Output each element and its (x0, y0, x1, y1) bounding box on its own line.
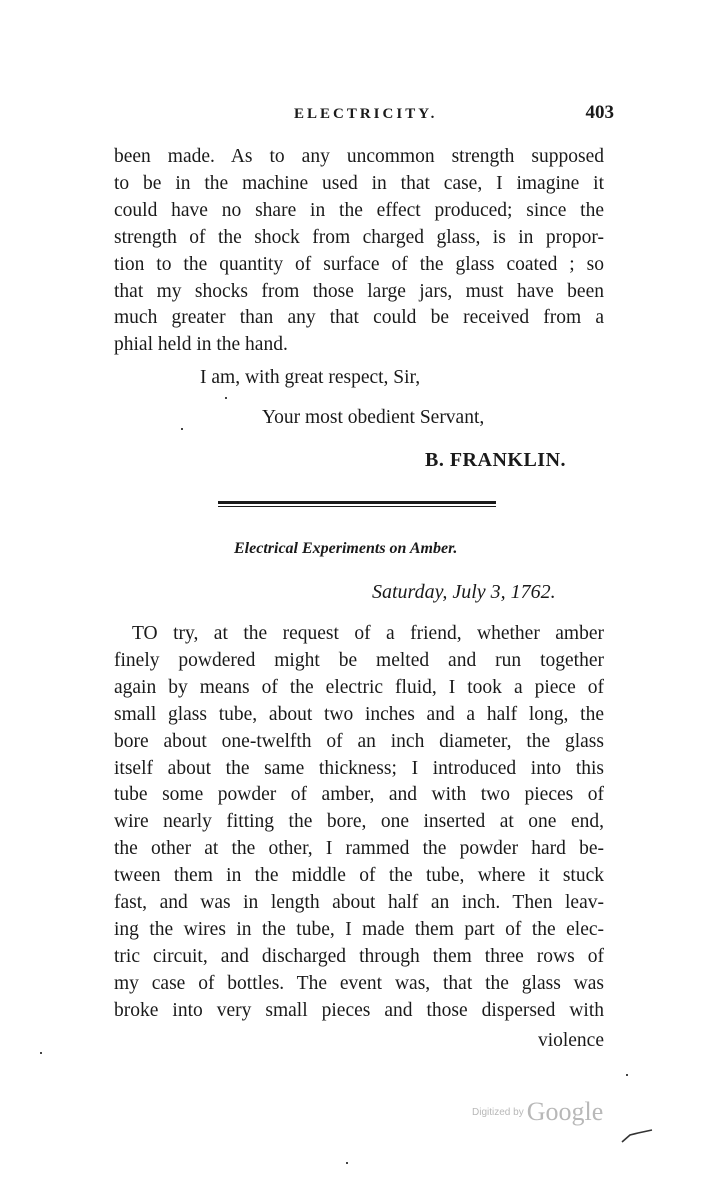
text-line: ing the wires in the tube, I made them part of the elec- (114, 918, 604, 940)
section-divider (218, 500, 496, 509)
text-line: could have no share in the effect produced; since the (114, 199, 604, 221)
signature: B. FRANKLIN. (425, 449, 567, 471)
stray-mark (346, 1162, 348, 1164)
text-line: been made. As to any uncommon strength supposed (114, 146, 604, 167)
text-line: again by means of the electric fluid, I took a piece of (114, 676, 604, 698)
catchword: violence (537, 1030, 604, 1051)
text-line: my case of bottles. The event was, that the glass was (114, 972, 604, 994)
closing-salutation: I am, with great respect, Sir, (200, 367, 421, 388)
watermark-brand: Google (526, 1097, 604, 1126)
text-line: tween them in the middle of the tube, where it stuck (114, 865, 604, 887)
running-head (114, 102, 614, 128)
pen-stroke-mark (618, 1126, 658, 1146)
text-line: tion to the quantity of surface of the glass coated ; so (114, 253, 604, 275)
stray-mark (225, 397, 227, 399)
digitized-watermark (472, 1097, 603, 1127)
text-line: itself about the same thickness; I introduced into this (114, 757, 604, 779)
paragraph-amber-experiment (114, 621, 604, 1025)
running-title: ELECTRICITY. (294, 106, 438, 122)
divider-thin-line (218, 506, 496, 507)
watermark-prefix: Digitized by (472, 1106, 524, 1118)
stray-mark (40, 1052, 42, 1054)
stray-mark (181, 428, 183, 430)
text-line: tube some powder of amber, and with two pieces of (114, 784, 604, 806)
text-line: small glass tube, about two inches and a half long, the (114, 703, 604, 725)
text-line: bore about one-twelfth of an inch diameter, the glass (114, 730, 604, 752)
stray-mark (626, 1074, 628, 1076)
text-line: the other at the other, I rammed the powder hard be- (114, 838, 604, 860)
paragraph-letter-end (114, 144, 604, 359)
text-line: strength of the shock from charged glass, is in propor- (114, 226, 604, 248)
text-line: tric circuit, and discharged through them three rows of (114, 945, 604, 967)
dateline: Saturday, July 3, 1762. (372, 581, 556, 603)
text-line: fast, and was in length about half an inch. Then leav- (114, 892, 604, 914)
section-title: Electrical Experiments on Amber. (234, 540, 458, 557)
text-line: finely powdered might be melted and run together (114, 649, 604, 671)
text-line: that my shocks from those large jars, must have been (114, 280, 604, 302)
text-line: wire nearly fitting the bore, one inserted at one end, (114, 811, 604, 833)
text-line: phial held in the hand. (114, 334, 288, 356)
divider-thick-line (218, 501, 496, 504)
text-line: broke into very small pieces and those dispersed with (114, 999, 604, 1021)
closing-servant: Your most obedient Servant, (262, 407, 485, 428)
text-line: TO try, at the request of a friend, whether amber (132, 623, 604, 644)
page-number: 403 (585, 102, 614, 123)
text-line: to be in the machine used in that case, I imagine it (114, 172, 604, 194)
text-line: much greater than any that could be received from a (114, 307, 604, 329)
